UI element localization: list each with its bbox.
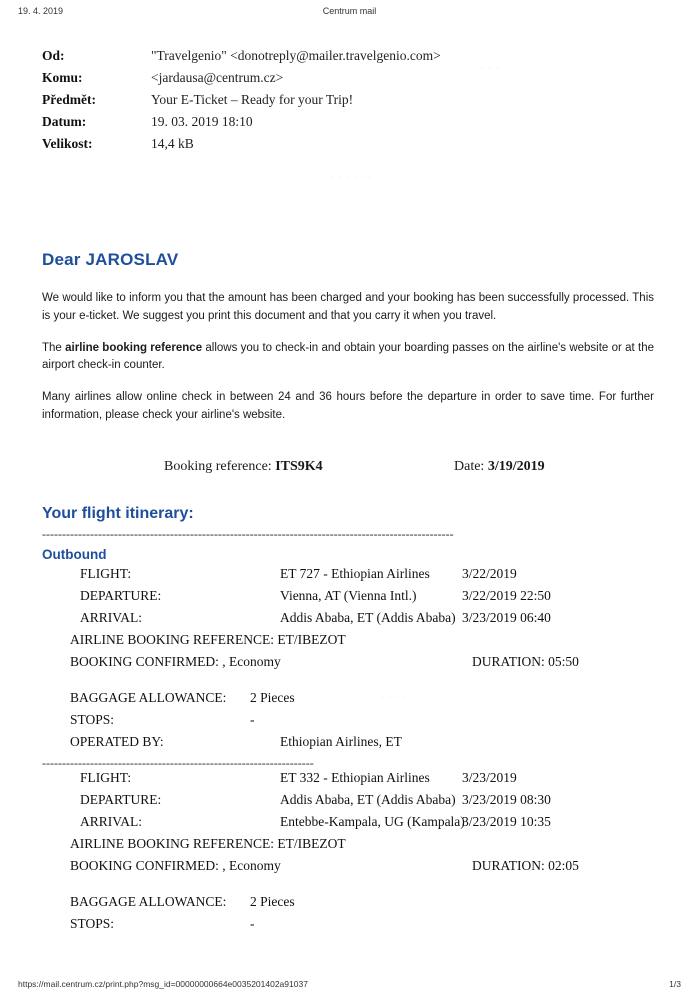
greeting-heading: Dear JAROSLAV [42,250,179,269]
flight-row-baggage [42,690,654,712]
departure-datetime: 3/22/2019 22:50 [462,587,551,603]
mail-meta-row [42,70,652,92]
mail-meta-label-date: Datum: [42,114,87,129]
baggage-allowance-label: BAGGAGE ALLOWANCE: [70,893,227,909]
arrival-label: ARRIVAL: [80,609,143,625]
flight-duration: DURATION: 02:05 [472,857,579,873]
itinerary-heading: Your flight itinerary: [42,504,194,522]
booking-date-value: 3/19/2019 [487,458,545,474]
baggage-allowance-value: 2 Pieces [250,893,295,909]
print-header-title: Centrum mail [322,6,377,16]
flight-date: 3/22/2019 [462,565,517,581]
mail-metadata [42,48,652,158]
intro-paragraph: We would like to inform you that the amount has been charged and your booking has been successfully processed. This is your e-ticket. We suggest you print this document and that you carry it when you travel. [42,292,654,322]
flight-row-stops [42,916,654,938]
print-header-date: 19. 4. 2019 [18,6,64,16]
divider-rule-top: ------------------------------------------------------------------------------------------------------- [42,526,454,541]
row-spacer [42,880,654,894]
paragraph-2-post: allows you to check-in and obtain your boarding passes on the airline's website or at the airport check-in counter. [42,341,655,372]
operated-by-label: OPERATED BY: [70,733,164,749]
flight-row-confirmed [42,654,654,676]
row-spacer [42,676,654,690]
flight-date: 3/23/2019 [462,769,517,785]
flight-value: ET 332 - Ethiopian Airlines [280,769,430,785]
stops-label: STOPS: [70,915,115,931]
flight-row-departure [42,792,654,814]
booking-date-label: Date: [454,458,485,474]
booking-reference-block [164,459,323,475]
mail-meta-row [42,92,652,114]
airline-booking-reference: AIRLINE BOOKING REFERENCE: ET/IBEZOT [70,631,346,647]
print-footer-url: https://mail.centrum.cz/print.php?msg_id=00000000664e0035201402a91037 [18,979,308,989]
scan-artifact: · · · [480,60,500,75]
flight-row-number [42,770,654,792]
arrival-label: ARRIVAL: [80,813,143,829]
flight-label: FLIGHT: [80,769,132,785]
mail-meta-label-subject: Předmět: [42,92,96,107]
mail-meta-row [42,48,652,70]
email-body [42,250,654,938]
paragraph-2-pre: The [42,341,66,354]
booking-date-block [454,459,545,475]
mail-meta-label-size: Velikost: [42,136,93,151]
flight-segment-1 [42,566,654,756]
mail-meta-value-subject: Your E-Ticket – Ready for your Trip! [151,92,354,107]
mail-meta-row [42,136,652,158]
print-footer-page: 1/3 [669,979,681,989]
flight-row-operated-by [42,734,654,756]
flight-segment-2 [42,770,654,938]
print-footer [0,979,699,993]
divider-rule-between-flights: -------------------------------------------------------------------- [42,755,314,770]
mail-meta-label-to: Komu: [42,70,83,85]
arrival-airport: Entebbe-Kampala, UG (Kampala) [280,813,465,829]
mail-meta-value-size: 14,4 kB [151,136,194,151]
stops-value: - [250,711,255,727]
scan-artifact: · · · · [380,690,408,705]
airline-booking-reference: AIRLINE BOOKING REFERENCE: ET/IBEZOT [70,835,346,851]
flight-label: FLIGHT: [80,565,132,581]
baggage-allowance-value: 2 Pieces [250,689,295,705]
flight-duration: DURATION: 05:50 [472,653,579,669]
operated-by-value: Ethiopian Airlines, ET [280,733,402,749]
outbound-heading: Outbound [42,546,107,562]
booking-summary-line [42,459,654,479]
departure-label: DEPARTURE: [80,587,162,603]
mail-meta-value-to: <jardausa@centrum.cz> [151,70,284,85]
flight-row-baggage [42,894,654,916]
mail-meta-value-date: 19. 03. 2019 18:10 [151,114,253,129]
departure-label: DEPARTURE: [80,791,162,807]
stops-label: STOPS: [70,711,115,727]
flight-value: ET 727 - Ethiopian Airlines [280,565,430,581]
baggage-allowance-label: BAGGAGE ALLOWANCE: [70,689,227,705]
arrival-datetime: 3/23/2019 06:40 [462,609,551,625]
flight-row-number [42,566,654,588]
paragraph-2-bold: airline booking reference [65,341,203,354]
arrival-datetime: 3/23/2019 10:35 [462,813,551,829]
mail-meta-row [42,114,652,136]
departure-datetime: 3/23/2019 08:30 [462,791,551,807]
checkin-paragraph: Many airlines allow online check in between 24 and 36 hours before the departure in order to save time. For further information, please check your airline's website. [42,391,654,422]
flight-row-arrival [42,610,654,632]
booking-confirmed: BOOKING CONFIRMED: , Economy [70,653,281,669]
booking-confirmed: BOOKING CONFIRMED: , Economy [70,857,281,873]
mail-meta-label-from: Od: [42,48,65,63]
scan-artifact: · · · · · · [330,170,373,185]
arrival-airport: Addis Ababa, ET (Addis Ababa) [280,609,456,625]
flight-row-confirmed [42,858,654,880]
flight-row-airline-reference [42,836,654,858]
flight-row-stops [42,712,654,734]
flight-row-arrival [42,814,654,836]
departure-airport: Vienna, AT (Vienna Intl.) [280,587,417,603]
flight-row-departure [42,588,654,610]
booking-reference-value: ITS9K4 [275,458,323,474]
mail-meta-value-from: "Travelgenio" <donotreply@mailer.travelgenio.com> [151,48,441,63]
booking-reference-paragraph [42,340,654,376]
departure-airport: Addis Ababa, ET (Addis Ababa) [280,791,456,807]
stops-value: - [250,915,255,931]
flight-row-airline-reference [42,632,654,654]
booking-reference-label: Booking reference: [164,458,272,474]
print-header [0,6,699,20]
